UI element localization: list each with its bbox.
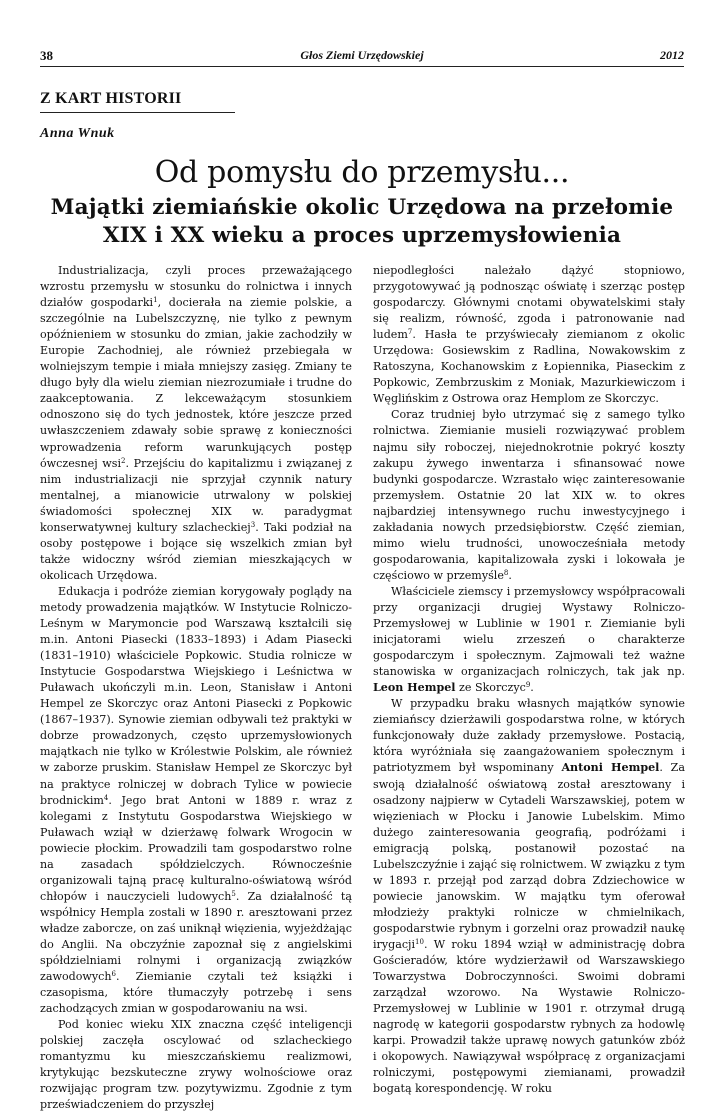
running-header	[40, 48, 684, 67]
article-subtitle	[40, 194, 684, 250]
footnote-ref: 9	[525, 681, 531, 690]
body-text: ze Skorczyc	[455, 681, 526, 695]
body-text: . Ziemianie czytali też książki i czasopisma, które tłumaczyły potrzebę i sens zachodzących zmian w gospodarowaniu na wsi.	[40, 970, 352, 1016]
footnote-ref: 1	[153, 296, 158, 305]
body-text: . Za działalność tą współnicy Hempla zostali w 1890 r. aresztowani przez władze zaborcze, on zaś uniknął więzienia, wyjeżdżając do Anglii. Na obczyźnie zapoznał się z angielskimi spółdzielniami rolnymi i organizacją związków zawodowych	[40, 889, 352, 984]
paragraph	[40, 584, 352, 1017]
person-name: Leon Hempel	[373, 681, 456, 695]
page-number: 38	[40, 48, 53, 63]
subtitle-line-1: Majątki ziemiańskie okolic Urzędowa na przełomie	[50, 195, 674, 220]
right-column	[373, 263, 685, 1096]
subtitle-line-2: XIX i XX wieku a proces uprzemysłowienia	[102, 223, 622, 248]
footnote-ref: 4	[103, 793, 109, 802]
paragraph	[373, 696, 685, 1097]
body-text: Właściciele ziemscy i przemysłowcy współpracowali przy organizacji drugiej Wystawy Rolniczo-Przemysłowej w Lublinie w 1901 r. Ziemianie byli inicjatorami wielu zrzeszeń o charakterze gospodarczym i społecznym. Zajmowali też ważne stanowiska w organizacjach rolniczych, tak jak np.	[373, 584, 685, 679]
footnote-ref: 3	[250, 520, 256, 529]
body-text: . W roku 1894 wziął w administrację dobra Gościeradów, które wydzierżawił od Warszawskiego Towarzystwa Dobroczynności. Swoimi dobrami zarządzał wzorowo. Na Wystawie Rolniczo-Przemysłowej w Lublinie w 1901 r. otrzymał drugą nagrodę w kategorii gospodarstw rybnych za hodowlę karpi. Prowadził także uprawę nowych gatunków zbóż i okopowych. Nawiązywał współpracę z organizacjami rolniczymi, postępowymi ziemianami, prowadził bogatą korespondencję. W roku	[373, 937, 685, 1096]
section-divider	[40, 112, 235, 113]
body-text: . Taki podział na osoby postępowe i bojące się wszelkich zmian był także widoczny wśród ziemian mieszkających w okolicach Urzędowa.	[40, 520, 353, 582]
person-name: Antoni Hempel	[561, 761, 660, 775]
journal-title: Głos Ziemi Urzędowskiej	[300, 48, 424, 62]
footnote-ref: 8	[503, 568, 509, 577]
paragraph	[373, 263, 685, 407]
issue-year: 2012	[660, 48, 684, 62]
paragraph	[373, 584, 685, 696]
body-text: .	[508, 568, 512, 582]
body-text: , docierała na ziemie polskie, a szczególnie na Lubelszczyznę, nie tylko z pewnym opóźnieniem w stosunku do zmian, jakie zachodziły w Europie Zachodniej, ale również przebiegała w wolniejszym tempie i miała mniejszy zasięg. Zmiany te długo były dla wielu ziemian niezrozumiałe i trudne do zaakceptowania. Z lekceważącym stosunkiem odnoszono się do tych jednostek, które jeszcze przed uwłaszczeniem zdawały sobie sprawę z konieczności wprowadzenia reform warunkujących postęp ówczesnej wsi	[40, 296, 352, 470]
body-text: W przypadku braku własnych majątków synowie ziemiańscy dzierżawili gospodarstwa rolne, w których funkcjonowały duże zakłady przemysłowe. Postacią, która wyróżniała się zaangażowaniem społecznym i patriotyzmem był wspominany	[373, 697, 685, 775]
paragraph	[40, 263, 352, 584]
article-body	[40, 263, 685, 1112]
left-column	[40, 263, 353, 1112]
footnote-ref: 5	[231, 889, 236, 898]
article-title-block	[40, 156, 684, 250]
paragraph	[40, 1017, 352, 1113]
body-text: niepodległości należało dążyć stopniowo, przygotowywać ją podnosząc oświatę i szerząc postęp gospodarczy. Głównymi cnotami obywatelskimi stały się realizm, równość, zgoda i patronowanie nad ludem	[373, 264, 685, 342]
paragraph	[373, 407, 685, 584]
body-text: Edukacja i podróże ziemian korygowały poglądy na metody prowadzenia majątków. W Instytucie Rolniczo-Leśnym w Marymoncie pod Warszawą kształcili się m.in. Antoni Piasecki (1833–1893) i Adam Piasecki (1831–1910) właściciele Popkowic. Studia rolnicze w Instytucie Gospodarstwa Wiejskiego i Leśnictwa w Puławach ukończyli m.in. Leon, Stanisław i Antoni Hempel ze Skorczyc oraz Antoni Piasecki z Popkowic (1867–1937). Synowie ziemian odbywali też praktyki w dobrze prowadzonych, często uprzemysłowionych majątkach nie tylko w Królestwie Polskim, ale również w zaborze pruskim. Stanisław Hempel ze Skorczyc był na praktyce rolniczej w dobrach Tylice w powiecie brodnickim	[40, 584, 352, 807]
section-label: Z KART HISTORII	[40, 90, 182, 107]
body-text: Industrializacja, czyli proces przeważającego wzrostu przemysłu w stosunku do rolnictwa i innych działów gospodarki	[40, 264, 352, 310]
body-text: Pod koniec wieku XIX znaczna część inteligencji polskiej zaczęła oscylować od szlacheckiego romantyzmu ku mieszczańskiemu realizmowi, krytykując bezskuteczne zrywy wolnościowe oraz rozwijając program tzw. pozytywizmu. Zgodnie z tym przeświadczeniem do przyszłej	[40, 1018, 352, 1112]
body-text: .	[530, 681, 534, 695]
article-title: Od pomysłu do przemysłu...	[154, 155, 570, 190]
footnote-ref: 10	[415, 937, 424, 946]
footnote-ref: 7	[407, 328, 413, 337]
footnote-ref: 2	[121, 456, 126, 465]
body-text: . Przejściu do kapitalizmu i związanej z nim industrializacji nie sprzyjał czynnik natury mentalnej, a mianowicie utrwalony w polskiej świadomości społecznej XIX w. paradygmat konserwatywnej kultury szlacheckiej	[40, 456, 352, 534]
body-text: . Za swoją działalność oświatową został aresztowany i osadzony najpierw w Cytadeli Warszawskiej, potem w więzieniach w Płocku i Janowie Lubelskim. Mimo dużego zainteresowania geografią, podróżami i emigracją polską, postanowił pozostać na Lubelszczyźnie i zająć się rolnictwem. W związku z tym w 1893 r. przejął pod zarząd dobra Zdziechowice w powiecie janowskim. W majątku tym oferował młodzieży praktyki rolnicze w chmielnikach, gospodarstwie rybnym i gorzelni oraz prowadził naukę irygacji	[373, 761, 685, 951]
body-text: . Jego brat Antoni w 1889 r. wraz z kolegami z Instytutu Gospodarstwa Wiejskiego w Puławach wziął w dzierżawę folwark Wrogocin w powiecie płockim. Prowadzili tam gospodarstwo rolne na zasadach spółdzielczych. Równocześnie organizowali tajną pracę kulturalno-oświatową wśród chłopów i nauczycieli ludowych	[40, 793, 352, 903]
footnote-ref: 6	[111, 970, 117, 979]
body-text: Coraz trudniej było utrzymać się z samego tylko rolnictwa. Ziemianie musieli rozwiązywać problem najmu siły roboczej, niejednokrotnie pokryć koszty zakupu żywego inwentarza i sfinansować nowe budynki gospodarcze. Wzrastało więc zainteresowanie przemysłem. Ostatnie 20 lat XIX w. to okres najbardziej intensywnego ruchu inwestycyjnego i zakładania nowych przedsiębiorstw. Część ziemian, mimo wielu trudności, unowocześniała metody gospodarowania, kapitalizowała zyski i lokowała je częściowo w przemyśle	[373, 408, 685, 582]
author-name: Anna Wnuk	[40, 126, 115, 141]
body-text: . Hasła te przyświecały ziemianom z okolic Urzędowa: Gosiewskim z Radlina, Nowakowskim z Ratoszyna, Kochanowskim z Łopiennika, Piaseckim z Popkowic, Zembrzuskim z Moniak, Mazurkiewiczom i Węglińskim z Ostrowa oraz Hemplom ze Skorczyc.	[373, 328, 685, 406]
